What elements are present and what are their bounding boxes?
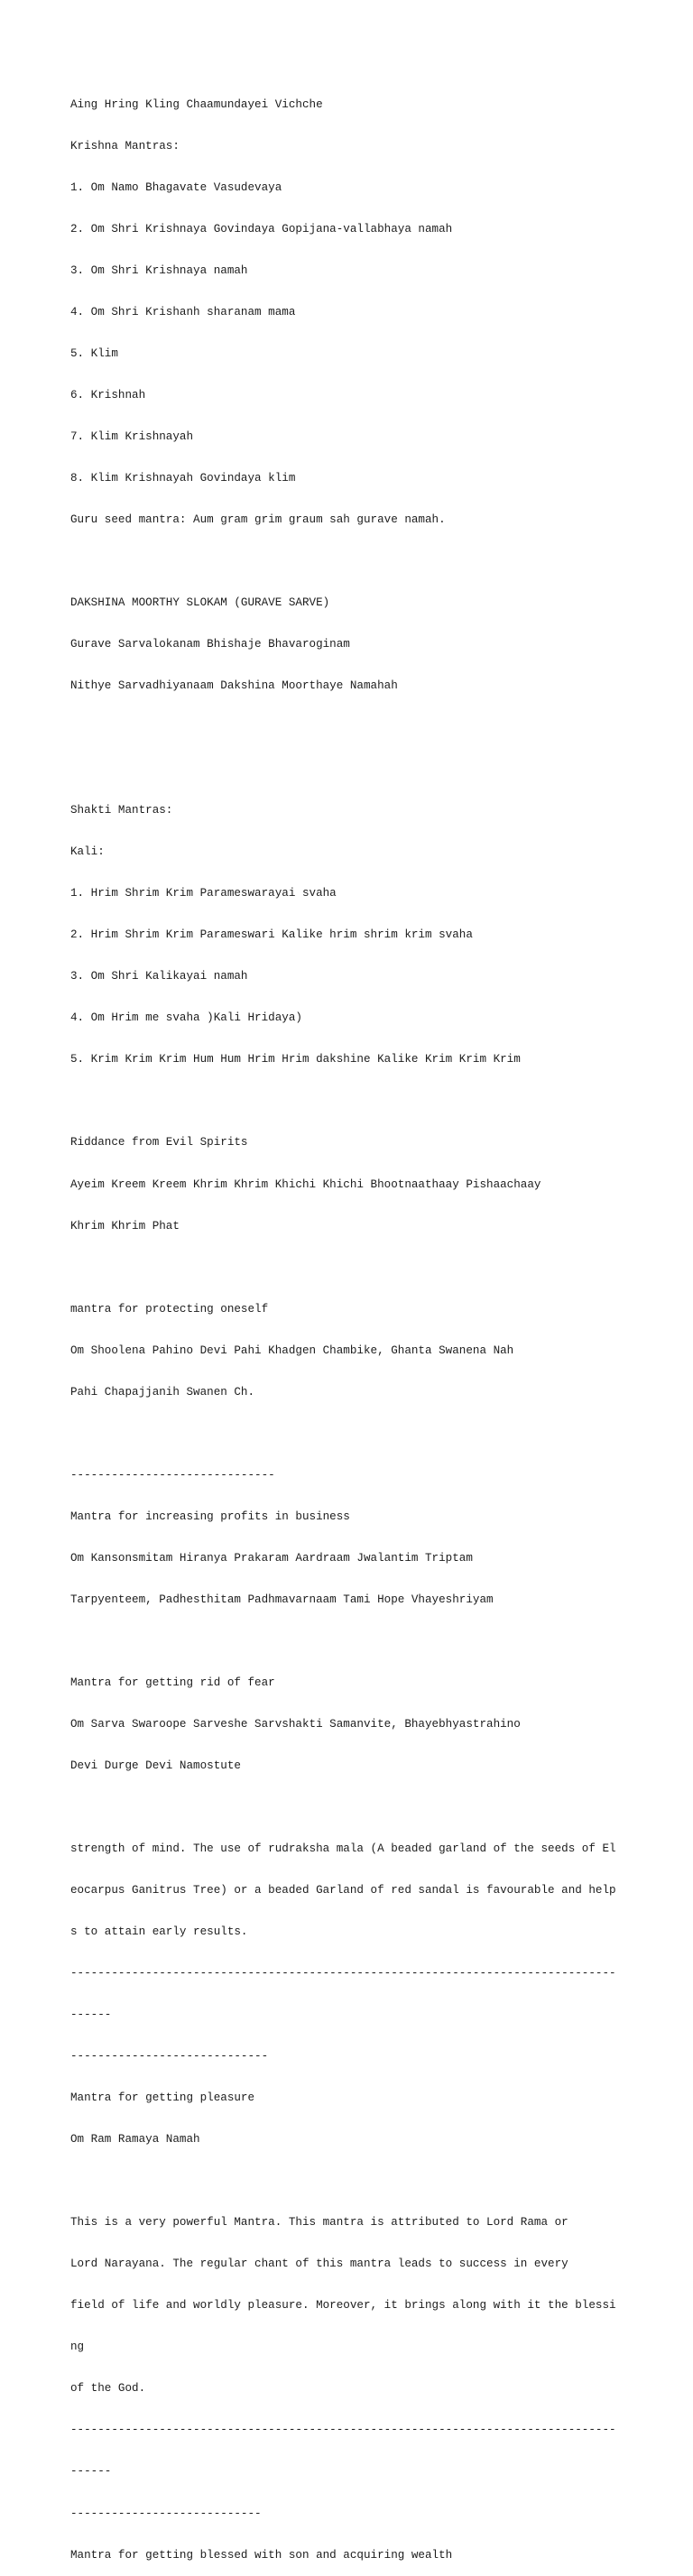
- text-line: Om Shoolena Pahino Devi Pahi Khadgen Chambike, Ghanta Swanena Nah: [70, 1343, 514, 1357]
- blank-line: [70, 2174, 630, 2188]
- section-heading: mantra for protecting oneself: [70, 1302, 269, 1316]
- section-heading: Krishna Mantras:: [70, 139, 180, 152]
- document-text: [70, 70, 630, 2576]
- section-heading: Riddance from Evil Spirits: [70, 1136, 248, 1150]
- section-heading: Mantra for getting rid of fear: [70, 1676, 275, 1689]
- text-line: Pahi Chapajjanih Swanen Ch.: [70, 1385, 255, 1399]
- section-heading: Mantra for increasing profits in business: [70, 1510, 350, 1523]
- text-line: Om Kansonsmitam Hiranya Prakaram Aardraam Jwalantim Triptam: [70, 1551, 473, 1565]
- text-line: ng: [70, 2341, 85, 2354]
- list-item: 2. Om Shri Krishnaya Govindaya Gopijana-vallabhaya namah: [70, 222, 453, 235]
- list-item: 1. Om Namo Bhagavate Vasudevaya: [70, 180, 282, 194]
- list-item: 4. Om Shri Krishanh sharanam mama: [70, 305, 296, 319]
- list-item: 8. Klim Krishnayah Govindaya klim: [70, 471, 296, 485]
- divider-line: --------------------------------------------------------------------------------: [70, 1967, 616, 1980]
- section-heading: Mantra for getting pleasure: [70, 2091, 255, 2105]
- blank-line: [70, 762, 630, 776]
- blank-line: [70, 1801, 630, 1814]
- list-item: 5. Krim Krim Krim Hum Hum Hrim Hrim dakshine Kalike Krim Krim Krim: [70, 1053, 521, 1066]
- text-line: Devi Durge Devi Namostute: [70, 1759, 241, 1772]
- list-item: 7. Klim Krishnayah: [70, 429, 194, 443]
- text-line: Nithye Sarvadhiyanaam Dakshina Moorthaye Namahah: [70, 679, 398, 693]
- divider-line: ------: [70, 2008, 112, 2022]
- text-line: Lord Narayana. The regular chant of this mantra leads to success in every: [70, 2257, 568, 2271]
- text-line: Ayeim Kreem Kreem Khrim Khrim Khichi Khichi Bhootnaathaay Pishaachaay: [70, 1177, 541, 1191]
- blank-line: [70, 1261, 630, 1275]
- text-line: Guru seed mantra: Aum gram grim graum sah gurave namah.: [70, 513, 446, 526]
- text-line: Om Ram Ramaya Namah: [70, 2133, 200, 2147]
- list-item: 3. Om Shri Kalikayai namah: [70, 970, 248, 983]
- divider-line: ------: [70, 2465, 112, 2479]
- list-item: 1. Hrim Shrim Krim Parameswarayai svaha: [70, 887, 337, 900]
- subsection-heading: Kali:: [70, 845, 105, 859]
- blank-line: [70, 1427, 630, 1441]
- text-line: strength of mind. The use of rudraksha mala (A beaded garland of the seeds of El: [70, 1842, 616, 1855]
- text-line: of the God.: [70, 2382, 146, 2396]
- blank-line: [70, 555, 630, 568]
- blank-line: [70, 1635, 630, 1648]
- text-line: Om Sarva Swaroope Sarveshe Sarvshakti Samanvite, Bhayebhyastrahino: [70, 1717, 521, 1731]
- list-item: 2. Hrim Shrim Krim Parameswari Kalike hrim shrim krim svaha: [70, 928, 473, 942]
- text-line: eocarpus Ganitrus Tree) or a beaded Garland of red sandal is favourable and help: [70, 1884, 616, 1897]
- text-line: Khrim Khrim Phat: [70, 1219, 180, 1233]
- text-line: Aing Hring Kling Chaamundayei Vichche: [70, 97, 323, 111]
- section-heading: DAKSHINA MOORTHY SLOKAM (GURAVE SARVE): [70, 596, 330, 610]
- text-line: This is a very powerful Mantra. This mantra is attributed to Lord Rama or: [70, 2216, 568, 2230]
- divider-line: --------------------------------------------------------------------------------: [70, 2424, 616, 2437]
- text-line: Tarpyenteem, Padhesthitam Padhmavarnaam Tami Hope Vhayeshriyam: [70, 1593, 494, 1606]
- text-line: Gurave Sarvalokanam Bhishaje Bhavaroginam: [70, 638, 350, 651]
- blank-line: [70, 1094, 630, 1108]
- divider-line: ----------------------------: [70, 2507, 262, 2520]
- section-heading: Shakti Mantras:: [70, 804, 173, 817]
- text-line: field of life and worldly pleasure. Moreover, it brings along with it the blessi: [70, 2299, 616, 2313]
- section-heading: Mantra for getting blessed with son and acquiring wealth: [70, 2548, 453, 2562]
- text-line: s to attain early results.: [70, 1925, 248, 1939]
- list-item: 5. Klim: [70, 346, 118, 360]
- list-item: 3. Om Shri Krishnaya namah: [70, 263, 248, 277]
- divider-line: ------------------------------: [70, 1468, 275, 1482]
- blank-line: [70, 721, 630, 734]
- divider-line: -----------------------------: [70, 2050, 269, 2064]
- list-item: 6. Krishnah: [70, 388, 146, 402]
- list-item: 4. Om Hrim me svaha )Kali Hridaya): [70, 1011, 302, 1025]
